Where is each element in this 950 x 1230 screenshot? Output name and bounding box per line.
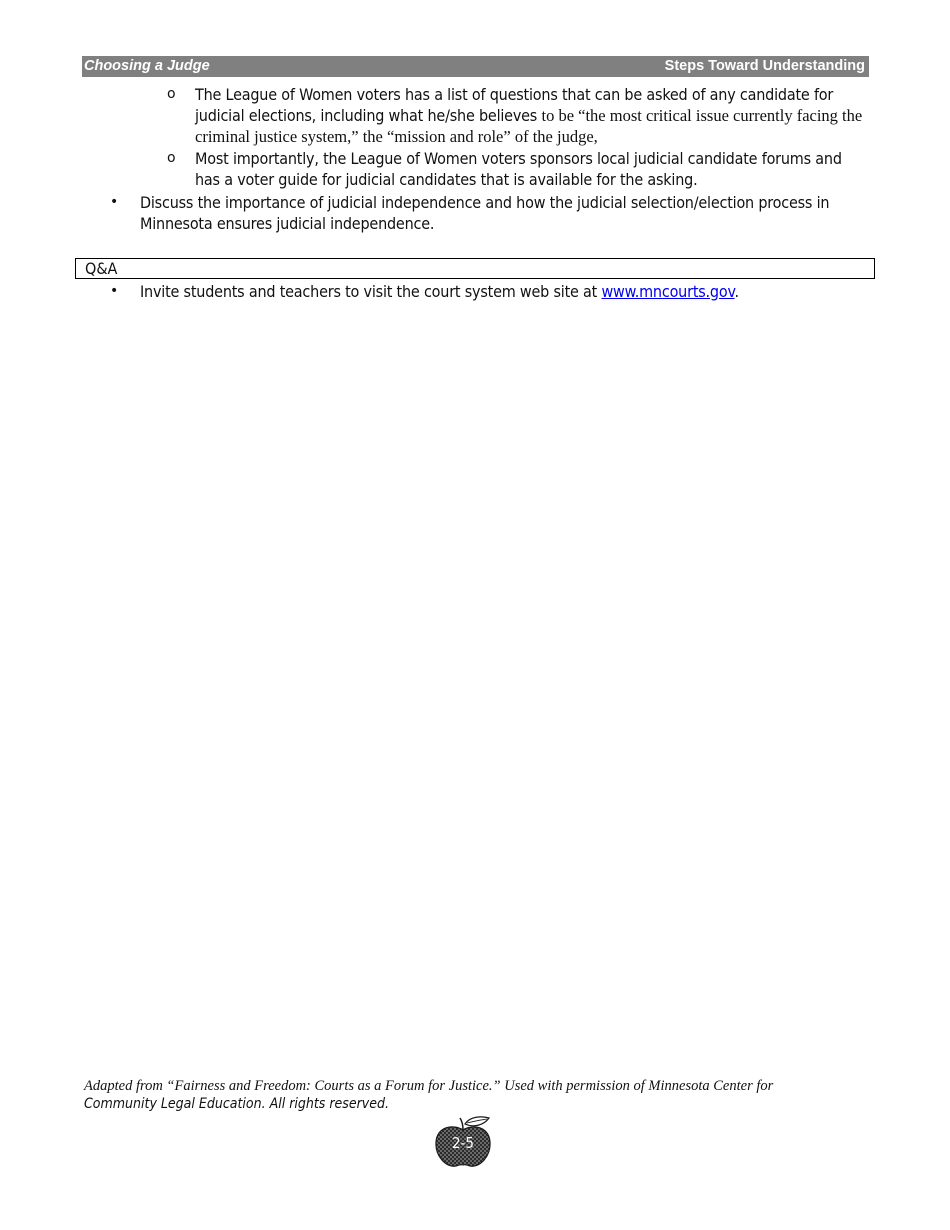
footer-line-1: Adapted from “Fairness and Freedom: Courts as a Forum for Justice.” Used with permission of Minnesota Center for <box>84 1078 774 1094</box>
list-item <box>110 281 860 302</box>
list-item-text: The League of Women voters has a list of questions that can be asked of any candidate for judicial elections, including what he/she believes <box>195 85 834 125</box>
list-item <box>110 192 860 234</box>
hollow-bullet-icon: o <box>167 150 176 166</box>
list-item <box>167 148 865 190</box>
solid-bullet-icon: • <box>110 283 119 299</box>
list-item-text-serif: to be “the most critical issue currently facing the criminal justice system,” the “mission and role” of the judge, <box>195 106 863 146</box>
page-number-badge <box>432 1114 494 1170</box>
footer-line-2: Community Legal Education. All rights reserved. <box>84 1096 389 1112</box>
header-right-title: Steps Toward Understanding <box>664 58 865 74</box>
qa-section-heading <box>75 258 875 279</box>
list-item-text-end: . <box>734 282 739 301</box>
qa-heading-text: Q&A <box>85 259 118 278</box>
footer-attribution <box>84 1077 864 1113</box>
hollow-bullet-icon: o <box>167 86 176 102</box>
list-item-text: Most importantly, the League of Women voters sponsors local judicial candidate forums and has a voter guide for judicial candidates that is available for the asking. <box>195 149 842 189</box>
page-number: 2-5 <box>451 1134 475 1152</box>
page-header-bar <box>82 56 869 77</box>
qa-bullet-list <box>110 281 860 302</box>
mncourts-link[interactable]: www.mncourts.gov <box>601 282 735 301</box>
solid-bullet-icon: • <box>110 194 119 210</box>
list-item <box>167 84 865 147</box>
main-bullet-list <box>110 192 860 234</box>
list-item-text: Invite students and teachers to visit the court system web site at <box>140 282 602 301</box>
list-item-text: Discuss the importance of judicial independence and how the judicial selection/election process in Minnesota ensures judicial independence. <box>140 193 830 233</box>
header-left-title: Choosing a Judge <box>84 58 210 74</box>
sub-bullet-list <box>167 84 865 191</box>
